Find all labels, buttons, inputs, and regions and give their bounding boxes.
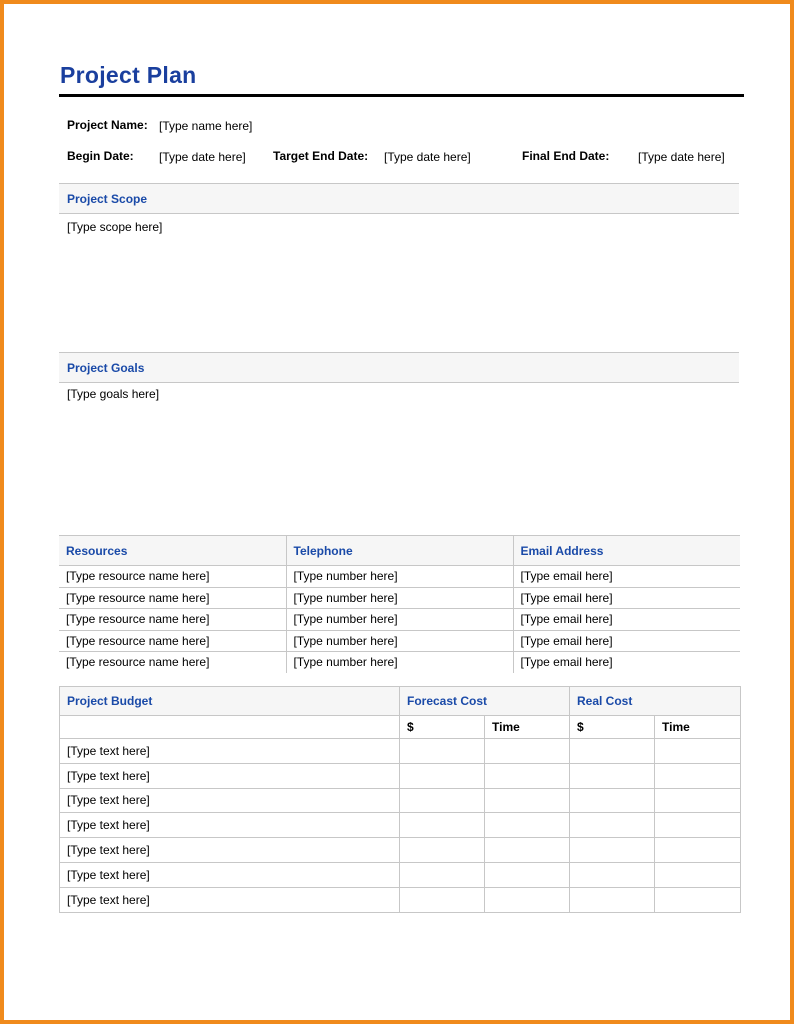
begin-date-label: Begin Date: (67, 149, 134, 163)
project-goals-field[interactable]: [Type goals here] (67, 387, 160, 401)
forecast-time-cell[interactable] (485, 838, 570, 863)
budget-item-cell[interactable]: [Type text here] (60, 887, 400, 912)
budget-item-cell[interactable]: [Type text here] (60, 838, 400, 863)
budget-item-cell[interactable]: [Type text here] (60, 739, 400, 764)
forecast-dollar-subheader: $ (400, 716, 485, 739)
real-dollar-cell[interactable] (570, 838, 655, 863)
project-goals-header (59, 352, 739, 383)
email-cell[interactable]: [Type email here] (513, 566, 740, 588)
telephone-cell[interactable]: [Type number here] (286, 630, 513, 652)
budget-item-cell[interactable]: [Type text here] (60, 862, 400, 887)
real-dollar-cell[interactable] (570, 788, 655, 813)
real-dollar-subheader: $ (570, 716, 655, 739)
forecast-dollar-cell[interactable] (400, 838, 485, 863)
real-time-cell[interactable] (655, 739, 741, 764)
budget-item-cell[interactable]: [Type text here] (60, 813, 400, 838)
telephone-cell[interactable]: [Type number here] (286, 609, 513, 631)
real-time-subheader: Time (655, 716, 741, 739)
project-name-label: Project Name: (67, 118, 148, 132)
budget-item-cell[interactable]: [Type text here] (60, 763, 400, 788)
budget-item-cell[interactable]: [Type text here] (60, 788, 400, 813)
forecast-time-subheader: Time (485, 716, 570, 739)
forecast-cost-heading: Forecast Cost (400, 687, 570, 716)
resources-table (59, 535, 740, 673)
resource-name-cell[interactable]: [Type resource name here] (59, 609, 286, 631)
resources-header-row (59, 536, 740, 566)
table-row (59, 566, 740, 588)
target-end-date-field[interactable]: [Type date here] (384, 150, 471, 164)
forecast-dollar-cell[interactable] (400, 739, 485, 764)
project-budget-heading: Project Budget (60, 687, 400, 716)
resource-name-cell[interactable]: [Type resource name here] (59, 587, 286, 609)
forecast-time-cell[interactable] (485, 739, 570, 764)
email-cell[interactable]: [Type email here] (513, 609, 740, 631)
real-cost-heading: Real Cost (570, 687, 741, 716)
project-name-field[interactable]: [Type name here] (159, 119, 253, 133)
table-row (60, 838, 741, 863)
real-time-cell[interactable] (655, 813, 741, 838)
forecast-time-cell[interactable] (485, 788, 570, 813)
budget-table (59, 686, 741, 913)
real-dollar-cell[interactable] (570, 862, 655, 887)
project-scope-header (59, 183, 739, 214)
table-row (60, 763, 741, 788)
title-divider (59, 94, 744, 97)
budget-header-row (60, 687, 741, 716)
target-end-date-label: Target End Date: (273, 149, 369, 163)
real-time-cell[interactable] (655, 763, 741, 788)
email-cell[interactable]: [Type email here] (513, 587, 740, 609)
resources-column-header: Resources (59, 536, 286, 566)
resource-name-cell[interactable]: [Type resource name here] (59, 566, 286, 588)
real-time-cell[interactable] (655, 887, 741, 912)
table-row (60, 788, 741, 813)
forecast-dollar-cell[interactable] (400, 788, 485, 813)
table-row (60, 813, 741, 838)
begin-date-field[interactable]: [Type date here] (159, 150, 246, 164)
table-row (59, 587, 740, 609)
project-scope-field[interactable]: [Type scope here] (67, 220, 163, 234)
forecast-dollar-cell[interactable] (400, 887, 485, 912)
final-end-date-field[interactable]: [Type date here] (638, 150, 725, 164)
real-dollar-cell[interactable] (570, 813, 655, 838)
forecast-time-cell[interactable] (485, 862, 570, 887)
table-row (59, 652, 740, 673)
project-scope-heading: Project Scope (67, 192, 148, 206)
forecast-dollar-cell[interactable] (400, 813, 485, 838)
email-cell[interactable]: [Type email here] (513, 630, 740, 652)
budget-subheader-row (60, 716, 741, 739)
telephone-cell[interactable]: [Type number here] (286, 587, 513, 609)
telephone-column-header: Telephone (286, 536, 513, 566)
project-goals-heading: Project Goals (67, 361, 145, 375)
forecast-time-cell[interactable] (485, 763, 570, 788)
real-dollar-cell[interactable] (570, 763, 655, 788)
real-dollar-cell[interactable] (570, 739, 655, 764)
forecast-dollar-cell[interactable] (400, 763, 485, 788)
resource-name-cell[interactable]: [Type resource name here] (59, 630, 286, 652)
email-cell[interactable]: [Type email here] (520, 655, 613, 670)
real-time-cell[interactable] (655, 862, 741, 887)
table-row (60, 887, 741, 912)
final-end-date-label: Final End Date: (522, 149, 610, 163)
real-dollar-cell[interactable] (570, 887, 655, 912)
email-column-header: Email Address (513, 536, 740, 566)
telephone-cell[interactable]: [Type number here] (286, 566, 513, 588)
forecast-time-cell[interactable] (485, 813, 570, 838)
table-row (59, 609, 740, 631)
forecast-time-cell[interactable] (485, 887, 570, 912)
real-time-cell[interactable] (655, 788, 741, 813)
page-title: Project Plan (60, 62, 197, 88)
table-row (60, 739, 741, 764)
table-row (59, 630, 740, 652)
telephone-cell[interactable]: [Type number here] (286, 652, 513, 673)
resource-name-cell[interactable]: [Type resource name here] (59, 652, 286, 673)
table-row (60, 862, 741, 887)
real-time-cell[interactable] (655, 838, 741, 863)
empty-cell (60, 716, 400, 739)
forecast-dollar-cell[interactable] (400, 862, 485, 887)
